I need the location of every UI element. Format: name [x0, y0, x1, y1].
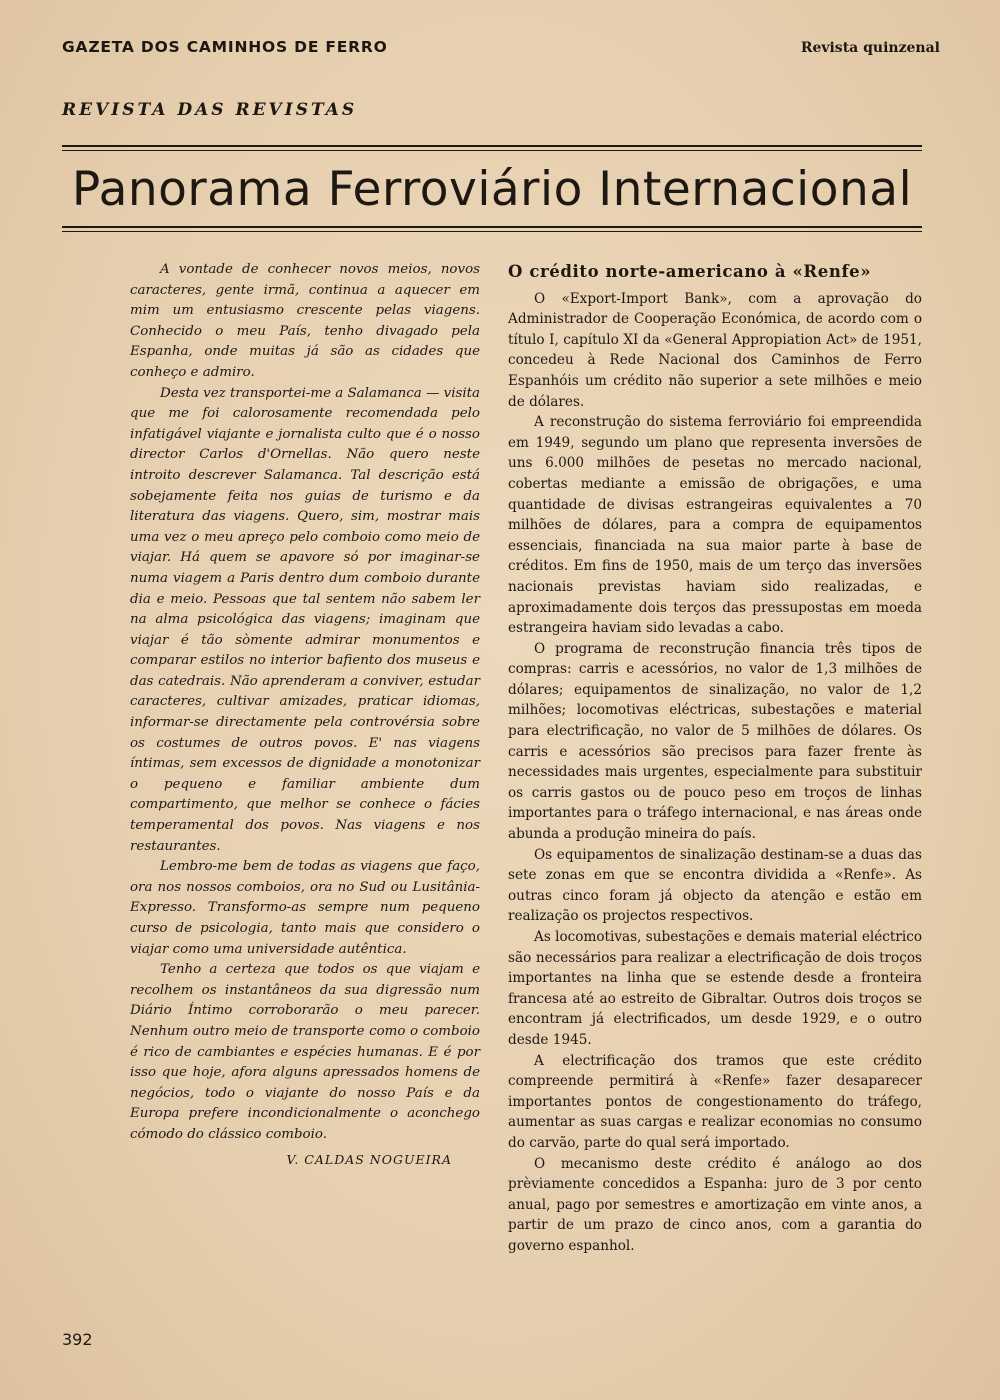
- right-column-article: [508, 262, 922, 1257]
- page-title: Panorama Ferroviário Internacional: [71, 162, 913, 217]
- left-paragraph: A vontade de conhecer novos meios, novos caracteres, gente irmã, continua a aquecer em mim um entusiasmo crescente pelas viagens. Conhecido o meu País, tenho divagado pela Espanha, onde muitas já são as cidades que conheço e admiro.: [130, 262, 480, 380]
- publication-frequency: Revista quinzenal: [800, 40, 940, 56]
- right-paragraph: Os equipamentos de sinalização destinam-se a duas das sete zonas em que se encontra dividida a «Renfe». As outras cinco foram já objecto da atenção e estão em realização os projectos respectivos.: [508, 846, 922, 925]
- left-column-article: [130, 260, 480, 1170]
- right-paragraph: O programa de reconstrução financia três tipos de compras: carris e acessórios, no valor de 1,3 milhões de dólares; equipamentos de sinalização, no valor de 1,2 milhões; locomotivas eléctricas, subestações e material para electrificação, no valor de 5 milhões de dólares. Os carris e acessórios são precisos para fazer frente às necessidades mais urgentes, especialmente para substituir os carris gastos ou de pouco peso em troços de linhas importantes para o tráfego internacional, e nas áreas onde abunda a produção mineira do país.: [508, 640, 922, 843]
- publication-name: GAZETA DOS CAMINHOS DE FERRO: [62, 38, 388, 56]
- right-paragraph: O «Export-Import Bank», com a aprovação do Administrador de Cooperação Económica, de acordo com o título I, capítulo XI da «General Appropiation Act» de 1951, concedeu à Rede Nacional dos Caminhos de Ferro Espanhóis um crédito não superior a sete milhões e meio de dólares.: [508, 290, 922, 410]
- section-heading: REVISTA DAS REVISTAS: [62, 100, 358, 120]
- right-paragraph: As locomotivas, subestações e demais material eléctrico são necessários para realizar a electrificação de dois troços importantes na linha que se estende desde a fronteira francesa até ao estreito de Gibraltar. Outros dois troços se encontram já electrificados, um desde 1929, e o outro desde 1945.: [508, 929, 922, 1048]
- left-paragraph: Lembro-me bem de todas as viagens que faço, ora nos nossos comboios, ora no Sud ou Lusitânia-Expresso. Transformo-as sempre num pequeno curso de psicologia, tanto mais que considero o viajar como uma universidade autêntica.: [130, 859, 480, 957]
- right-paragraph: A electrificação dos tramos que este crédito compreende permitirá à «Renfe» fazer desaparecer importantes pontos de congestionamento do tráfego, aumentar as suas cargas e realizar economias no consumo do carvão, parte do qual será importado.: [508, 1052, 922, 1151]
- title-bottom-rule: [62, 226, 922, 228]
- left-paragraph: Tenho a certeza que todos os que viajam e recolhem os instantâneos da sua digressão num Diário Íntimo corroborarão o meu parecer. Nenhum outro meio de transporte como o comboio é rico de cambiantes e espécies humanas. E é por isso que hoje, afora alguns apressados homens de negócios, todo o viajante do nosso País e da Europa prefere incondicionalmente o aconchego cómodo do clássico comboio.: [130, 962, 480, 1142]
- right-paragraph: O mecanismo deste crédito é análogo ao dos prèviamente concedidos a Espanha: juro de 3 por cento anual, pago por semestres e amortização em vinte anos, a partir de um prazo de cinco anos, com a garantia do governo espanhol.: [508, 1155, 922, 1254]
- title-top-rule: [62, 145, 922, 147]
- title-top-rule-thin: [62, 150, 922, 151]
- author-signature: V. CALDAS NOGUEIRA: [286, 1151, 452, 1167]
- article-heading: O crédito norte-americano à «Renfe»: [508, 262, 872, 281]
- left-paragraph: Desta vez transportei-me a Salamanca — visita que me foi calorosamente recomendada pelo infatigável viajante e jornalista culto que é o nosso director Carlos d'Ornellas. Não quero neste introito descrever Salamanca. Tal descrição está sobejamente feita nos guias de turismo e da literatura das viagens. Quero, sim, mostrar mais uma vez o meu apreço pelo comboio como meio de viajar. Há quem se apavore só por imaginar-se numa viagem a Paris dentro dum comboio durante dia e meio. Pessoas que tal sentem não sabem ler na alma psicológica das viagens; imaginam que viajar é tão sòmente admirar monumentos e comparar estilos no interior bafiento dos museus e das catedrais. Não aprenderam a conviver, estudar caracteres, cultivar amizades, praticar idiomas, informar-se directamente pela controvérsia sobre os costumes de outros povos. E' nas viagens íntimas, sem excessos de dignidade a monotonizar o pequeno e familiar ambiente dum compartimento, que melhor se conhece o fácies temperamental dos povos. Nas viagens e nos restaurantes.: [130, 385, 480, 854]
- title-bottom-rule-thin: [62, 231, 922, 232]
- page-number: 392: [62, 1330, 93, 1349]
- right-paragraph: A reconstrução do sistema ferroviário foi empreendida em 1949, segundo um plano que representa inversões de uns 6.000 milhões de pesetas no mercado nacional, cobertas mediante a emissão de obrigações, e uma quantidade de divisas estrangeiras equivalentes a 70 milhões de dólares, para a compra de equipamentos essenciais, financiada na sua maior parte à base de créditos. Em fins de 1950, mais de um terço das inversões nacionais previstas haviam sido realizadas, e aproximadamente dois terços das pressupostas em moeda estrangeira haviam sido levadas a cabo.: [508, 414, 922, 637]
